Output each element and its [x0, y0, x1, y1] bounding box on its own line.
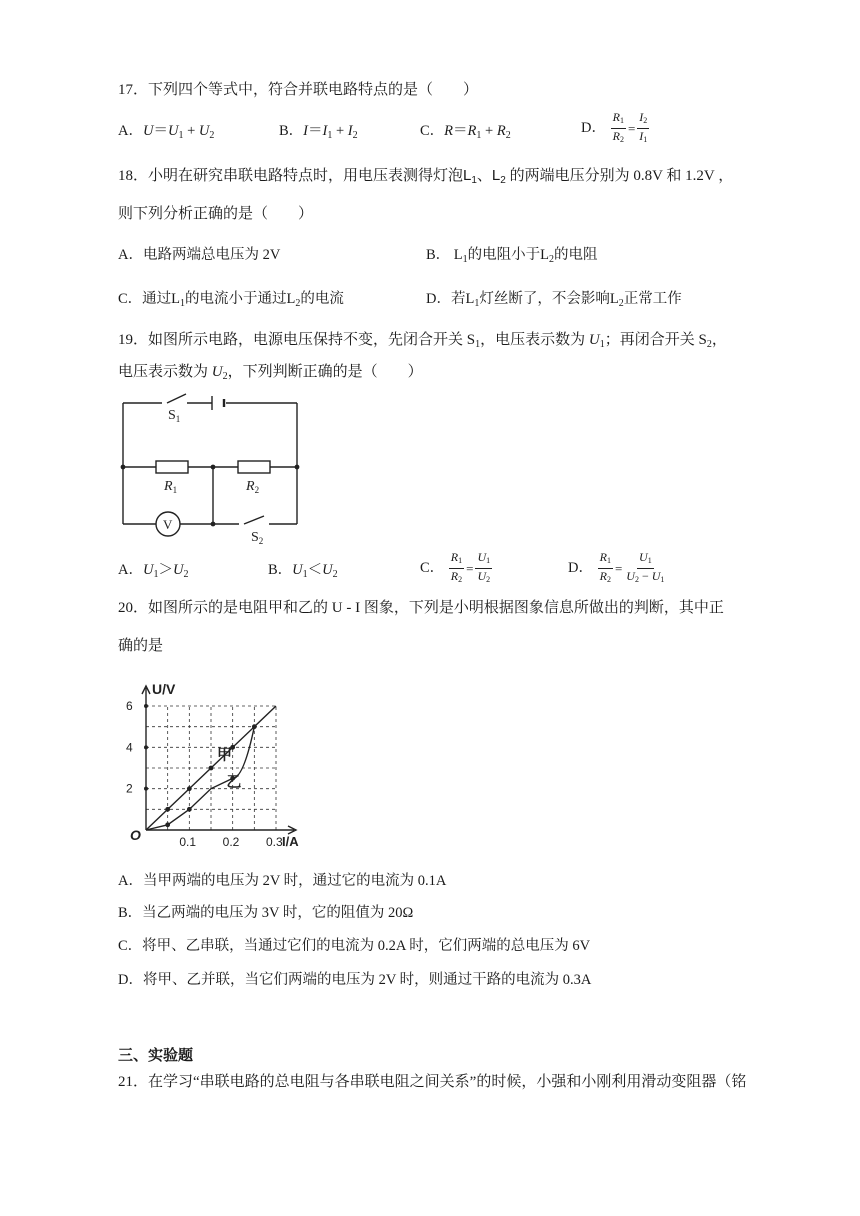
q20-option-a: A．当甲两端的电压为 2V 时，通过它的电流为 0.1A — [118, 873, 447, 889]
x-tick-label: 0.1 — [179, 835, 197, 849]
junction-right — [295, 465, 300, 470]
resistor-r2 — [238, 461, 270, 473]
label-s2: $S_2$ — [251, 530, 264, 546]
junction-center-top — [211, 465, 216, 470]
y-axis-label: U/V — [152, 681, 176, 697]
series-jia-point — [187, 786, 192, 791]
series-yi-point — [165, 822, 170, 827]
x-tick-label: 0.2 — [222, 835, 240, 849]
q20-option-d: D．将甲、乙并联，当它们两端的电压为 2V 时，则通过干路的电流为 0.3A — [118, 972, 592, 988]
q20-stem-line2: 确的是 — [118, 638, 164, 654]
q19-option-d: D． $\frac{R_1}{R_2}$ = $\frac{U_1}{U_2 - U_1}$ — [568, 550, 665, 584]
y-tick-label: 2 — [126, 781, 133, 796]
junction-left — [121, 465, 126, 470]
series-jia-label: 甲 — [217, 746, 233, 764]
label-r2: $R_2$ — [246, 479, 260, 495]
q17-option-a: A．$U=U_1 + U_2$ — [118, 123, 215, 141]
q18-option-c: C．通过$L_1$的电流小于通过$L_2$的电流 — [118, 291, 344, 309]
q18-option-a: A．电路两端总电压为 2V — [118, 247, 281, 263]
series-jia-point — [209, 766, 214, 771]
q17-stem: 17．下列四个等式中，符合并联电路特点的是（ ） — [118, 82, 479, 98]
label-v: V — [163, 517, 173, 532]
y-tick-label: 4 — [126, 740, 133, 755]
y-tick-mark — [144, 787, 148, 791]
ui-chart — [112, 672, 322, 852]
q19-circuit-diagram — [112, 388, 312, 548]
switch-s1-blade — [167, 394, 186, 403]
q17-option-b: B．$I=I_1 + I_2$ — [279, 123, 358, 141]
series-yi-label: 乙 — [226, 773, 242, 791]
q19-stem-line1: 19．如图所示电路，电源电压保持不变，先闭合开关 $S_1$，电压表示数为 $U_1$；再闭合开关 $S_2$， — [118, 332, 727, 350]
q18-stem-line1: 18．小明在研究串联电路特点时，用电压表测得灯泡$L_1$、$L_2$ 的两端电压分别为 0.8V 和 1.2V ， — [118, 167, 734, 186]
q17-option-d: D． $\frac{R_1}{R_2}$ = $\frac{I_2}{I_1}$ — [581, 110, 648, 144]
option-letter: B． — [279, 123, 304, 139]
origin-label: O — [130, 827, 141, 843]
option-letter: C． — [420, 123, 445, 139]
y-tick-mark — [144, 704, 148, 708]
q19-option-b: B．$U_1<U_2$ — [268, 562, 338, 580]
q17-option-c: C．$R=R_1 + R_2$ — [420, 123, 511, 141]
series-yi-point — [187, 807, 192, 812]
option-letter: A． — [118, 123, 143, 139]
x-axis-label: I/A — [282, 834, 299, 849]
q19-option-a: A．$U_1>U_2$ — [118, 562, 189, 580]
junction-center-bottom — [211, 522, 216, 527]
q20-stem-line1: 20．如图所示的是电阻甲和乙的 U - I 图象，下列是小明根据图象信息所做出的判断，其中正 — [118, 600, 724, 616]
label-r1: $R_1$ — [164, 479, 178, 495]
q19-stem-line2: 电压表示数为 $U_2$，下列判断正确的是（ ） — [118, 364, 423, 382]
resistor-r1 — [156, 461, 188, 473]
label-s1: $S_1$ — [168, 408, 181, 424]
series-jia-point — [165, 807, 170, 812]
q21-stem: 21．在学习“串联电路的总电阻与各串联电阻之间关系”的时候，小强和小刚利用滑动变阻器（铭 — [118, 1074, 747, 1090]
section-title: 三、实验题 — [118, 1048, 194, 1064]
y-tick-mark — [144, 745, 148, 749]
switch-s2-blade — [244, 516, 264, 524]
y-tick-label: 6 — [126, 699, 133, 713]
x-tick-label: 0.3 — [266, 835, 283, 849]
q18-stem-line2: 则下列分析正确的是（ ） — [118, 206, 314, 222]
q18-option-b: B． $L_1$的电阻小于$L_2$的电阻 — [426, 247, 598, 265]
q20-option-b: B．当乙两端的电压为 3V 时，它的阻值为 20Ω — [118, 905, 414, 921]
option-letter: D． — [581, 119, 606, 136]
q18-option-d: D．若$L_1$灯丝断了，不会影响$L_2$正常工作 — [426, 291, 682, 309]
q19-option-c: C． $\frac{R_1}{R_2}$ = $\frac{U_1}{U_2}$ — [420, 550, 491, 584]
q20-option-c: C．将甲、乙串联，当通过它们的电流为 0.2A 时，它们两端的总电压为 6V — [118, 938, 591, 954]
